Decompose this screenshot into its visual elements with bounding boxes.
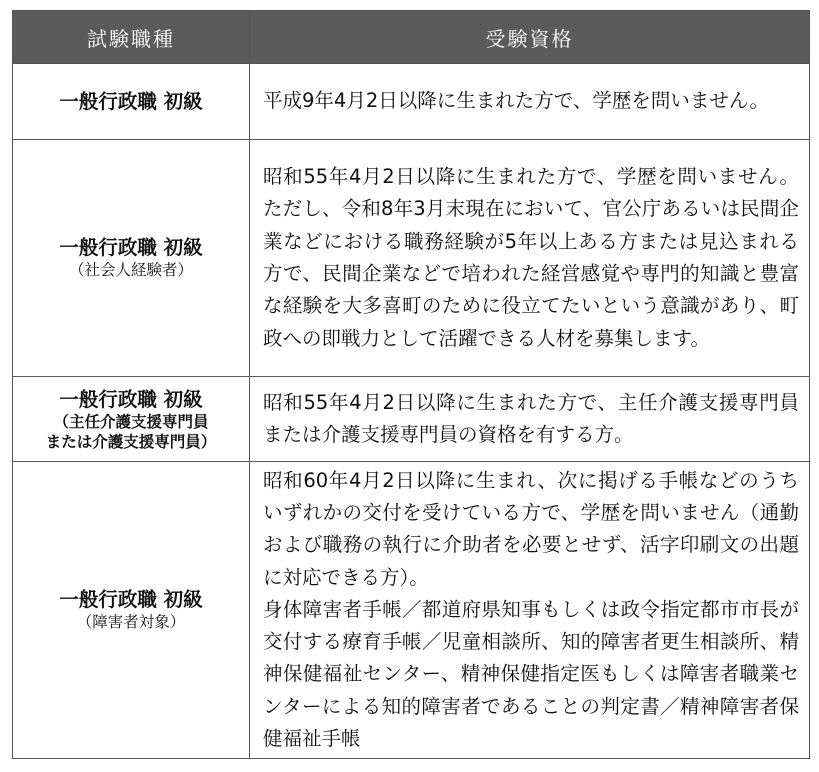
table-row [13, 462, 810, 759]
header-qualification: 受験資格 [250, 11, 810, 64]
exam-type-note: （障害者対象） [76, 613, 186, 631]
qualification-cell: 昭和55年4月2日以降に生まれた方で、学歴を問いません。ただし、令和8年3月末現在において、官公庁あるいは民間企業などにおける職務経験が5年以上ある方または見込まれる方で、民間企業などで培われた経営感覚や専門的知識と豊富な経験を大多喜町のために役立てたいという意識があり、町政への即戦力として活躍できる人材を募集します。 [250, 140, 810, 377]
exam-type-note: （社会人経験者） [68, 261, 193, 279]
exam-type-cell [13, 462, 250, 759]
exam-type-cell [13, 140, 250, 377]
exam-type-cell [13, 64, 250, 140]
table-row [13, 140, 810, 377]
qualification-cell: 昭和60年4月2日以降に生まれ、次に掲げる手帳などのうちいずれかの交付を受けている方で、学歴を問いません（通勤および職務の執行に介助者を必要とせず、活字印刷文の出題に対応できる方）。 身体障害者手帳／都道府県知事もしくは政令指定都市市長が交付する療育手帳／児童相談所、知的障害者更生相談所、精神保健福祉センター、精神保健指定医もしくは障害者職業センターによる知的障害者であることの判定書／精神障害者保健福祉手帳 [250, 462, 810, 759]
exam-type-name: 一般行政職 初級 [59, 387, 203, 411]
table-header-row [13, 11, 810, 64]
exam-type-name: 一般行政職 初級 [59, 588, 203, 611]
qualification-table [12, 10, 810, 759]
exam-type-note: （主任介護支援専門員 または介護支援専門員） [45, 412, 217, 451]
exam-type-name: 一般行政職 初級 [59, 90, 203, 113]
qualification-cell: 平成9年4月2日以降に生まれた方で、学歴を問いません。 [250, 64, 810, 140]
qualification-cell: 昭和55年4月2日以降に生まれた方で、主任介護支援専門員または介護支援専門員の資格を有する方。 [250, 377, 810, 462]
table-row [13, 64, 810, 140]
exam-type-cell [13, 377, 250, 462]
table-row [13, 377, 810, 462]
exam-type-name: 一般行政職 初級 [59, 236, 203, 259]
header-exam-type: 試験職種 [13, 11, 250, 64]
